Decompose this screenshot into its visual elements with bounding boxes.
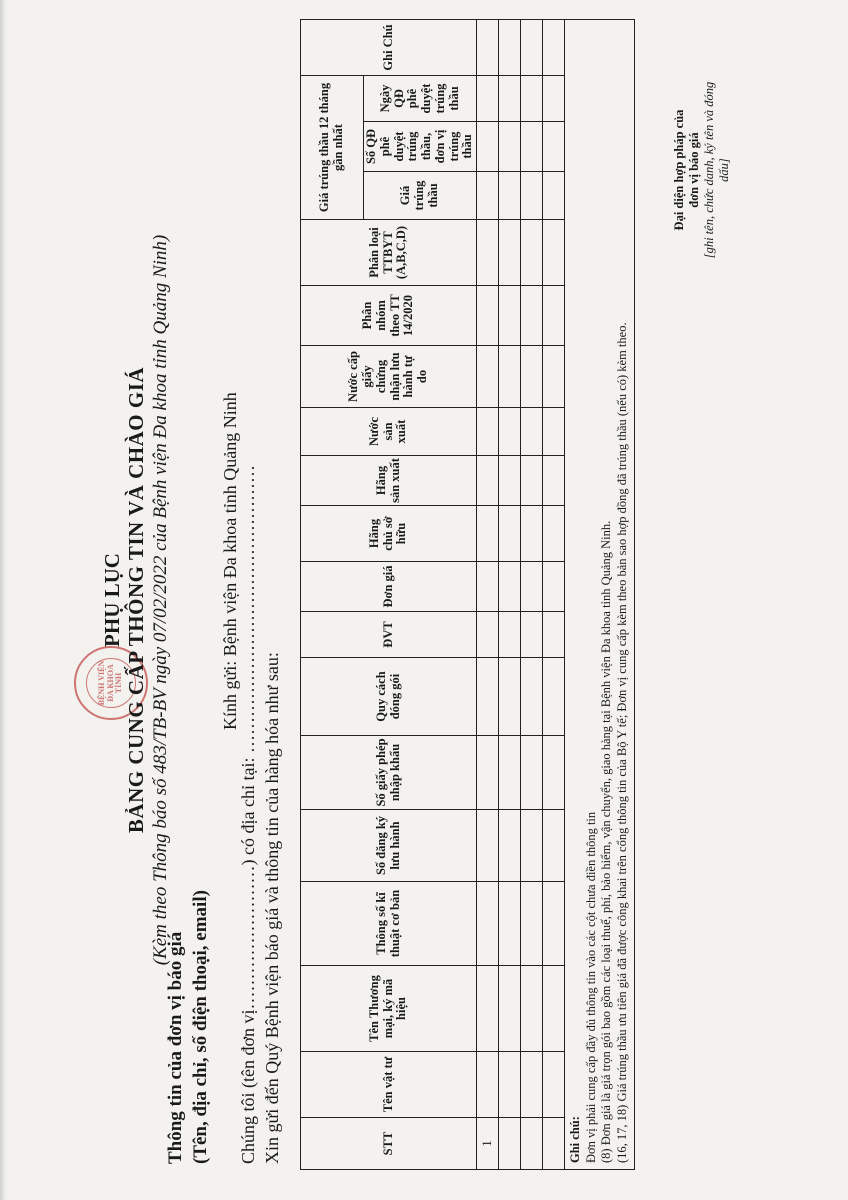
col-stt: STT <box>301 1118 477 1170</box>
col-hang-san-xuat: Hãng sản xuất <box>301 456 477 506</box>
table-row <box>477 20 499 1170</box>
cell-stt <box>499 1118 521 1170</box>
col-so-qd: Số QĐ phê duyệt trúng thầu, đơn vị trúng thầu <box>364 122 477 172</box>
document-subtitle: (Kèm theo Thông báo số 483/TB-BV ngày 07/02/2022 của Bệnh viện Đa khoa tỉnh Quảng Ninh) <box>150 234 171 966</box>
col-quy-cach: Quy cách đóng gói <box>301 658 477 736</box>
col-so-dang-ky: Số đăng ký lưu hành <box>301 810 477 882</box>
intro-line: Xin gửi đến Quý Bệnh viện báo giá và thông tin của hàng hóa như sau: <box>262 652 282 1164</box>
recipient-line: Kính gửi: Bệnh viện Đa khoa tỉnh Quảng Ninh <box>220 392 240 730</box>
signature-title-2: đơn vị báo giá <box>687 132 701 208</box>
unit-info-title: Thông tin của đơn vị báo giá <box>165 931 186 1164</box>
signature-title-1: Đại diện hợp pháp của <box>672 109 686 231</box>
col-so-giay-phep: Số giấy phép nhập khẩu <box>301 736 477 810</box>
col-nuoc-cap-giay: Nước cấp giấy chứng nhận lưu hành tự do <box>301 346 477 408</box>
col-don-gia: Đơn giá <box>301 562 477 612</box>
unit-info-detail: (Tên, địa chỉ, số điện thoại, email) <box>190 890 211 1164</box>
sender-line: Chúng tôi (tên đơn vị……………………) có địa chỉ tại: ………………………………………… <box>238 465 258 1164</box>
stamp-text: BỆNH VIỆN ĐA KHOA TỈNH <box>86 658 136 708</box>
col-thong-so: Thông số kĩ thuật cơ bản <box>301 882 477 966</box>
notes-title: Ghi chú: <box>568 1116 582 1163</box>
col-group-gia-trung-thau: Giá trúng thầu 12 tháng gần nhất <box>301 76 364 220</box>
notes-cell <box>565 20 635 1170</box>
note-line-2: (8) Đơn giá là giá trọn gói bao gồm các loại thuế, phí, bảo hiểm, vận chuyển, giao hàng tại Bệnh viện Đa khoa tỉnh Quảng Ninh. <box>599 520 614 1163</box>
quotation-table <box>300 19 635 1170</box>
col-ten-thuong-mai: Tên Thương mại, ký mã hiệu <box>301 966 477 1052</box>
col-nuoc-san-xuat: Nước sản xuất <box>301 408 477 456</box>
table-row <box>499 20 521 1170</box>
signature-block <box>672 80 732 260</box>
note-line-3: (16, 17, 18) Giá trúng thầu ưu tiên giá đã được công khai trên cổng thông tin của Bộ Y tế; Đơn vị cung cấp kèm theo bản sao hợp đồng đã trúng thầu (nếu có) kèm theo. <box>614 322 629 1163</box>
table-row <box>521 20 543 1170</box>
appendix-title: PHỤ LỤC <box>100 553 124 647</box>
col-ten-vat-tu: Tên vật tư <box>301 1052 477 1118</box>
col-phan-loai: Phân loại TTBYT (A,B,C,D) <box>301 220 477 286</box>
col-ghi-chu: Ghi Chú <box>301 20 477 76</box>
col-gia-trung-thau: Giá trúng thầu <box>364 172 477 220</box>
col-dvt: ĐVT <box>301 612 477 658</box>
col-hang-chu-so-huu: Hãng chủ sở hữu <box>301 506 477 562</box>
cell-stt <box>543 1118 565 1170</box>
document-title: BẢNG CUNG CẤP THÔNG TIN VÀ CHÀO GIÁ <box>124 366 148 834</box>
notes-row <box>565 20 635 1170</box>
cell-stt: 1 <box>477 1118 499 1170</box>
note-line-1: Đơn vị phải cung cấp đầy đủ thông tin vào các cột chưa điền thông tin <box>583 811 598 1163</box>
col-ngay-qd: Ngày QĐ phê duyệt trúng thầu <box>364 76 477 122</box>
col-phan-nhom: Phân nhóm theo TT 14/2020 <box>301 286 477 346</box>
cell-stt <box>521 1118 543 1170</box>
signature-note: [ghi tên, chức danh, ký tên và đóng dấu] <box>702 81 731 259</box>
table-row <box>543 20 565 1170</box>
